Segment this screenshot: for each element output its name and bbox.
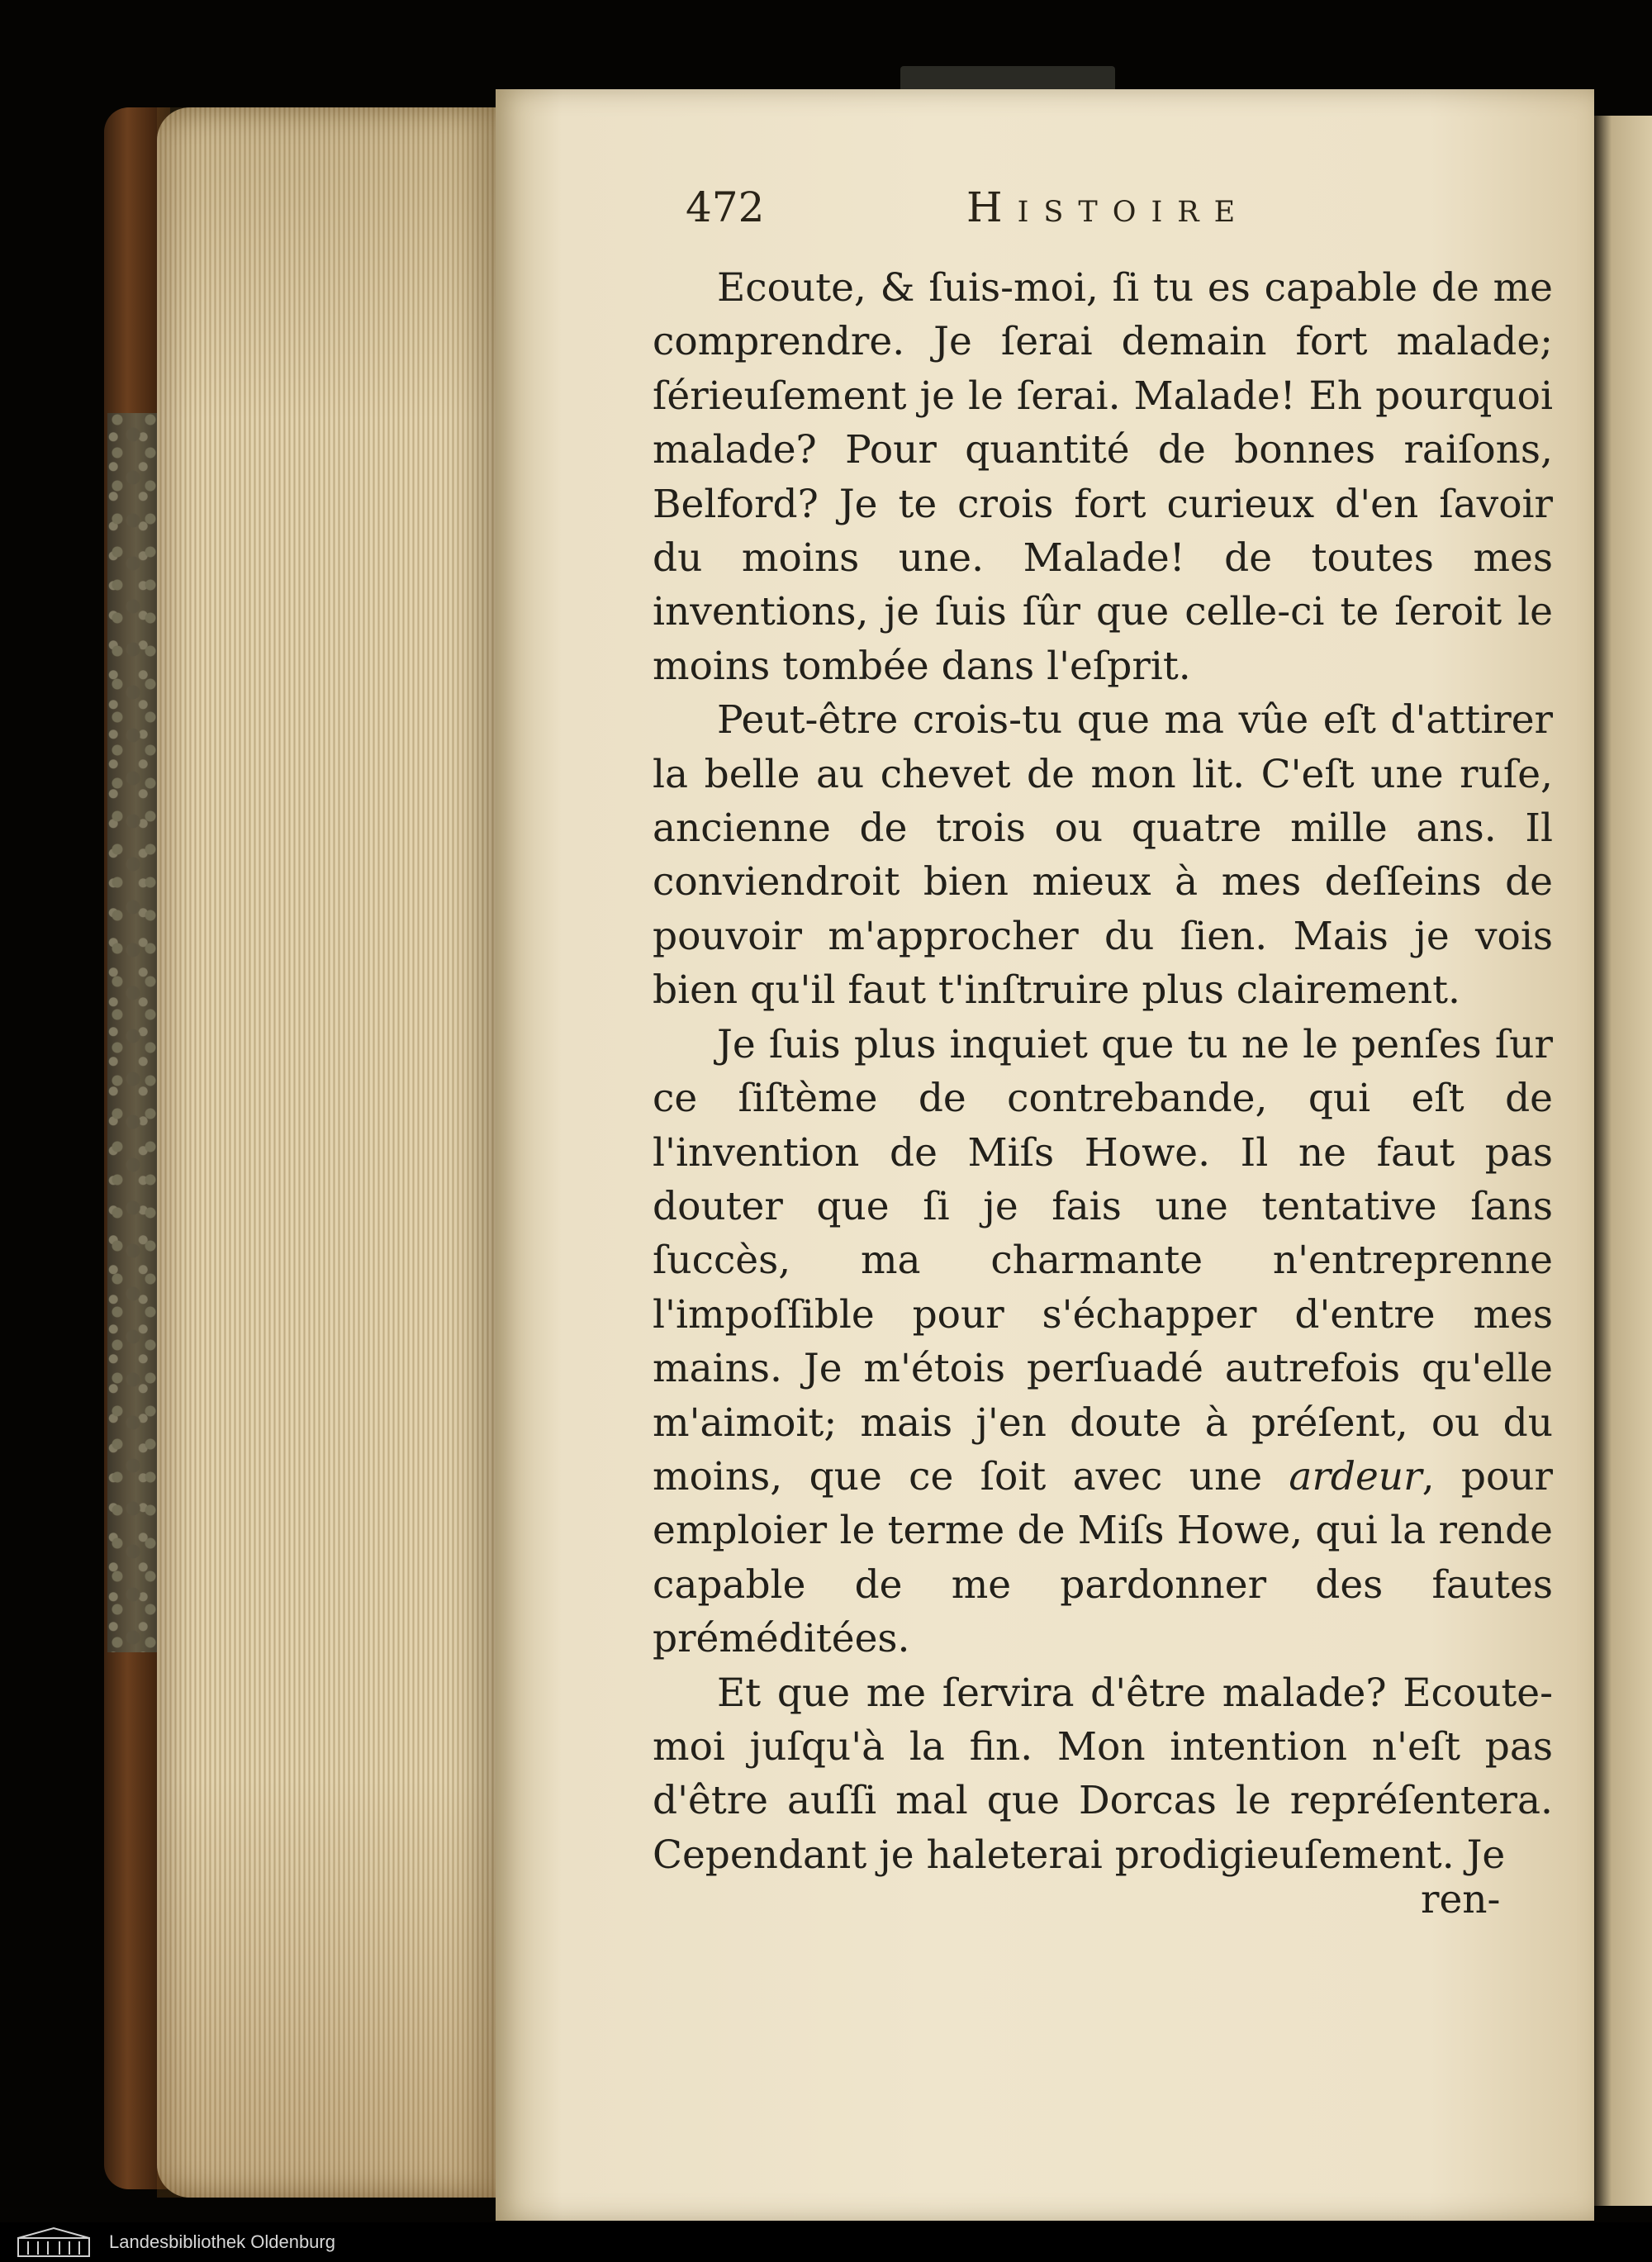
catchword: ren- <box>1421 1877 1501 1922</box>
library-name: Landesbibliothek Oldenburg <box>109 2231 335 2252</box>
facing-page-edge <box>1594 116 1652 2206</box>
library-building-icon <box>17 2226 91 2258</box>
page-number: 472 <box>686 183 765 231</box>
paragraph-text: Je ſuis plus inquiet que tu ne le penſes ſur ce ſiſtème de contrebande, qui eſt de l'invention de Miſs Howe. Il ne faut pas douter que ſi je fais une tentative ſans ſuccès, ma charmante n'entreprenne l'impoſſible pour s'échapper d'entre mes mains. Je m'étois perſuadé autrefois qu'elle m'aimoit; mais j'en doute à préſent, ou du moins, que ce ſoit avec une <box>653 1021 1553 1499</box>
body-text <box>653 261 1553 1882</box>
paragraph: Et que me ſervira d'être malade? Ecoute-moi juſqu'à la fin. Mon intention n'eſt pas d'être auſſi mal que Dorcas le repréſentera. Cependant je haleterai prodigieuſement. Je <box>653 1670 1553 1878</box>
paragraph-text: , pour emploier le terme de Miſs Howe, qui la rende capable de me pardonner des fautes préméditées. <box>653 1453 1553 1662</box>
running-title: Histoire <box>966 183 1251 231</box>
paragraph: Peut-être crois-tu que ma vûe eſt d'attirer la belle au chevet de mon lit. C'eſt une ruſe, ancienne de trois ou quatre mille ans. Il conviendroit bien mieux à mes deſſeins de pouvoir m'approcher du ſien. Mais je vois bien qu'il faut t'inſtruire plus clairement. <box>653 697 1553 1014</box>
paragraph: Ecoute, & ſuis-moi, ſi tu es capable de me comprendre. Je ſerai demain fort malade; ſérieuſement je le ſerai. Malade! Eh pourquoi malade? Pour quantité de bonnes raiſons, Belford? Je te crois fort curieux d'en ſavoir du moins une. Malade! de toutes mes inventions, je ſuis ſûr que celle-ci te ſeroit le moins tombée dans l'eſprit. <box>653 265 1553 689</box>
italic-word: ardeur <box>1289 1453 1422 1499</box>
paragraph <box>653 1018 1553 1666</box>
page-header <box>686 183 1313 241</box>
page-edges <box>157 107 504 2198</box>
